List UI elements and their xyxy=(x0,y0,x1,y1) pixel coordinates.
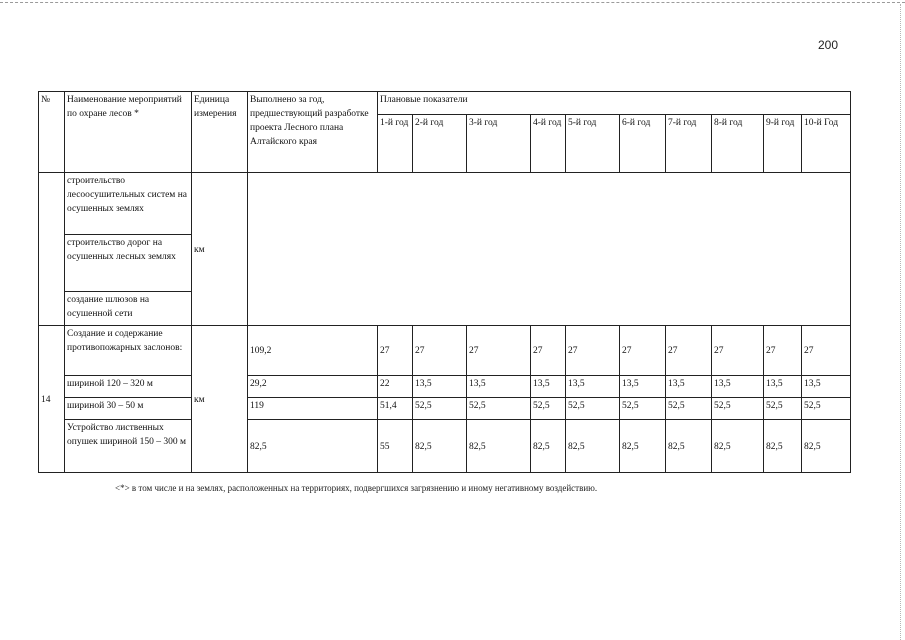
year-value: 82,5 xyxy=(413,420,467,473)
year-value: 13,5 xyxy=(712,376,764,398)
scan-edge-right xyxy=(900,4,901,640)
header-row xyxy=(39,92,851,115)
year-value: 27 xyxy=(764,326,802,376)
forest-protection-plan-table xyxy=(38,91,851,473)
year-value: 13,5 xyxy=(467,376,531,398)
header-year: 6-й год xyxy=(620,115,666,173)
header-name: Наименование мероприятий по охране лесов * xyxy=(65,92,192,173)
measure-name: строительство дорог на осушенных лесных землях xyxy=(65,235,192,292)
year-value: 52,5 xyxy=(712,398,764,420)
year-value: 82,5 xyxy=(802,420,851,473)
table-row xyxy=(39,326,851,376)
measure-name: строительство лесоосушительных систем на осушенных землях xyxy=(65,173,192,235)
header-year: 4-й год xyxy=(531,115,566,173)
year-value: 82,5 xyxy=(620,420,666,473)
header-year: 9-й год xyxy=(764,115,802,173)
year-value: 13,5 xyxy=(666,376,712,398)
measure-name: создание шлюзов на осушенной сети xyxy=(65,292,192,326)
year-value: 27 xyxy=(620,326,666,376)
header-year: 7-й год xyxy=(666,115,712,173)
year-value: 27 xyxy=(467,326,531,376)
year-value: 13,5 xyxy=(802,376,851,398)
year-value: 52,5 xyxy=(802,398,851,420)
measure-name: шириной 30 – 50 м xyxy=(65,398,192,420)
year-value: 13,5 xyxy=(413,376,467,398)
header-unit: Единица измерения xyxy=(192,92,248,173)
year-value: 52,5 xyxy=(764,398,802,420)
table-row xyxy=(39,398,851,420)
unit-cell: км xyxy=(192,326,248,473)
year-value: 22 xyxy=(378,376,413,398)
year-value: 55 xyxy=(378,420,413,473)
year-value: 27 xyxy=(566,326,620,376)
year-value: 82,5 xyxy=(666,420,712,473)
year-value: 13,5 xyxy=(764,376,802,398)
number-cell-empty xyxy=(39,173,65,326)
year-value: 27 xyxy=(802,326,851,376)
empty-values-block xyxy=(248,173,851,326)
table-row xyxy=(39,173,851,235)
year-value: 13,5 xyxy=(566,376,620,398)
year-value: 27 xyxy=(712,326,764,376)
year-value: 82,5 xyxy=(764,420,802,473)
year-value: 52,5 xyxy=(666,398,712,420)
page-number: 200 xyxy=(818,38,839,52)
table-row xyxy=(39,420,851,473)
done-value: 29,2 xyxy=(248,376,378,398)
scan-edge-top xyxy=(0,2,905,3)
year-value: 52,5 xyxy=(467,398,531,420)
header-year: 8-й год xyxy=(712,115,764,173)
year-value: 82,5 xyxy=(566,420,620,473)
done-value: 82,5 xyxy=(248,420,378,473)
year-value: 52,5 xyxy=(566,398,620,420)
header-done: Выполнено за год, предшествующий разработке проекта Лесного плана Алтайского края xyxy=(248,92,378,173)
year-value: 51,4 xyxy=(378,398,413,420)
table-row xyxy=(39,376,851,398)
row-number: 14 xyxy=(39,326,65,473)
year-value: 52,5 xyxy=(620,398,666,420)
measure-name: Создание и содержание противопожарных заслонов: xyxy=(65,326,192,376)
header-year: 3-й год xyxy=(467,115,531,173)
header-year: 2-й год xyxy=(413,115,467,173)
year-value: 13,5 xyxy=(620,376,666,398)
header-year: 5-й год xyxy=(566,115,620,173)
year-value: 82,5 xyxy=(467,420,531,473)
header-plan: Плановые показатели xyxy=(378,92,851,115)
measure-name: шириной 120 – 320 м xyxy=(65,376,192,398)
year-value: 82,5 xyxy=(531,420,566,473)
done-value: 119 xyxy=(248,398,378,420)
year-value: 82,5 xyxy=(712,420,764,473)
year-value: 52,5 xyxy=(531,398,566,420)
done-value: 109,2 xyxy=(248,326,378,376)
header-year: 10-й Год xyxy=(802,115,851,173)
footnote: <*> в том числе и на землях, расположенных на территориях, подвергшихся загрязнению и иному негативному воздействию. xyxy=(115,483,598,493)
measure-name: Устройство лиственных опушек шириной 150 – 300 м xyxy=(65,420,192,473)
year-value: 27 xyxy=(531,326,566,376)
year-value: 13,5 xyxy=(531,376,566,398)
year-value: 27 xyxy=(666,326,712,376)
year-value: 52,5 xyxy=(413,398,467,420)
year-value: 27 xyxy=(378,326,413,376)
unit-cell: км xyxy=(192,173,248,326)
header-no: № xyxy=(39,92,65,173)
year-value: 27 xyxy=(413,326,467,376)
header-year: 1-й год xyxy=(378,115,413,173)
